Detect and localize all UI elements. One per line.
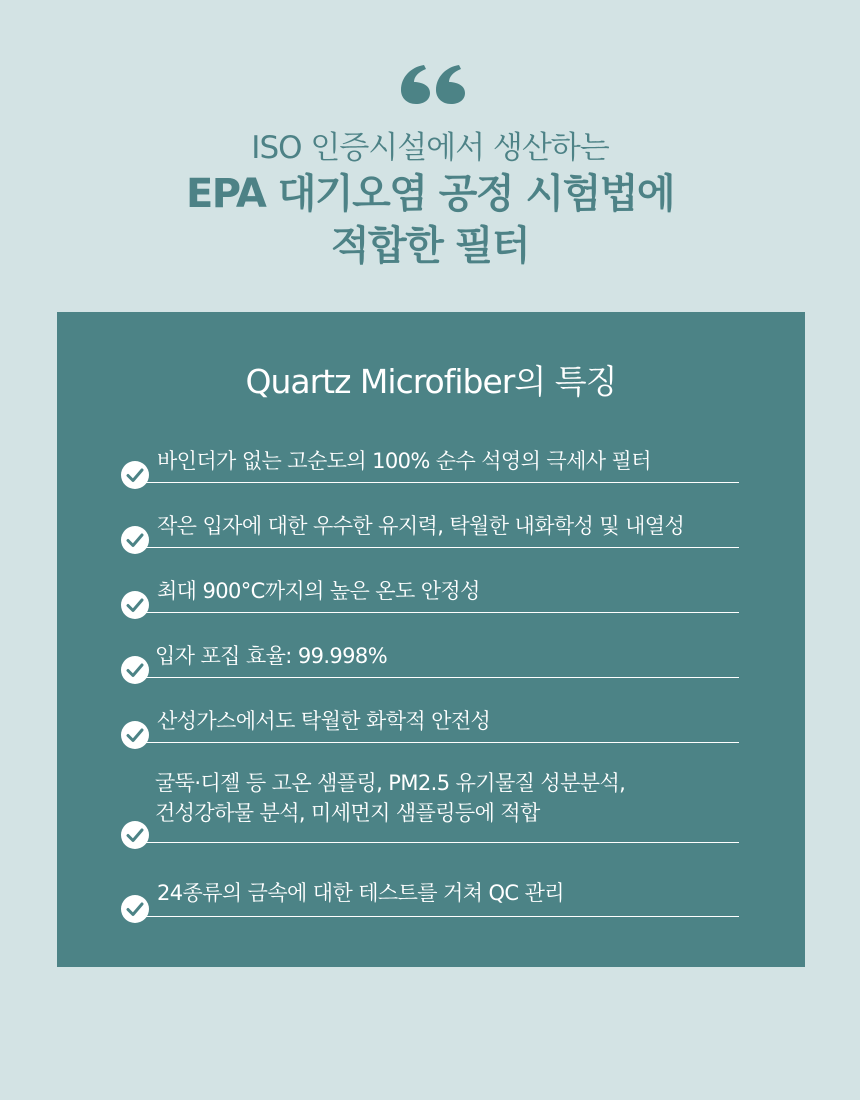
- check-icon: [120, 655, 150, 685]
- page-title-line2: 적합한 필터: [330, 223, 530, 269]
- panel-title: Quartz Microfiber의 특징: [245, 362, 617, 401]
- feature-divider: [142, 677, 739, 678]
- feature-text: 작은 입자에 대한 우수한 유지력, 탁월한 내화학성 및 내열성: [157, 514, 685, 538]
- page-title-line1: EPA 대기오염 공정 시험법에: [185, 171, 675, 217]
- feature-divider: [142, 842, 739, 843]
- feature-text: 입자 포집 효율: 99.998%: [155, 644, 388, 668]
- page-subtitle: ISO 인증시설에서 생산하는: [251, 130, 609, 166]
- feature-text: 바인더가 없는 고순도의 100% 순수 석영의 극세사 필터: [157, 449, 651, 473]
- features-panel: [57, 312, 805, 967]
- quote-icon: [400, 64, 466, 104]
- check-icon: [120, 525, 150, 555]
- check-icon: [120, 894, 150, 924]
- feature-text: 24종류의 금속에 대한 테스트를 거쳐 QC 관리: [157, 881, 564, 905]
- feature-text: 최대 900°C까지의 높은 온도 안정성: [157, 579, 480, 603]
- feature-divider: [142, 612, 739, 613]
- page-title: [0, 168, 860, 272]
- check-icon: [120, 820, 150, 850]
- check-icon: [120, 590, 150, 620]
- check-icon: [120, 460, 150, 490]
- feature-divider: [142, 547, 739, 548]
- feature-divider: [142, 916, 739, 917]
- check-icon: [120, 720, 150, 750]
- feature-text: 산성가스에서도 탁월한 화학적 안전성: [157, 709, 491, 733]
- feature-divider: [142, 742, 739, 743]
- feature-divider: [142, 482, 739, 483]
- feature-text-line2: 건성강하물 분석, 미세먼지 샘플링등에 적합: [155, 801, 540, 825]
- feature-text-line1: 굴뚝·디젤 등 고온 샘플링, PM2.5 유기물질 성분분석,: [155, 771, 626, 795]
